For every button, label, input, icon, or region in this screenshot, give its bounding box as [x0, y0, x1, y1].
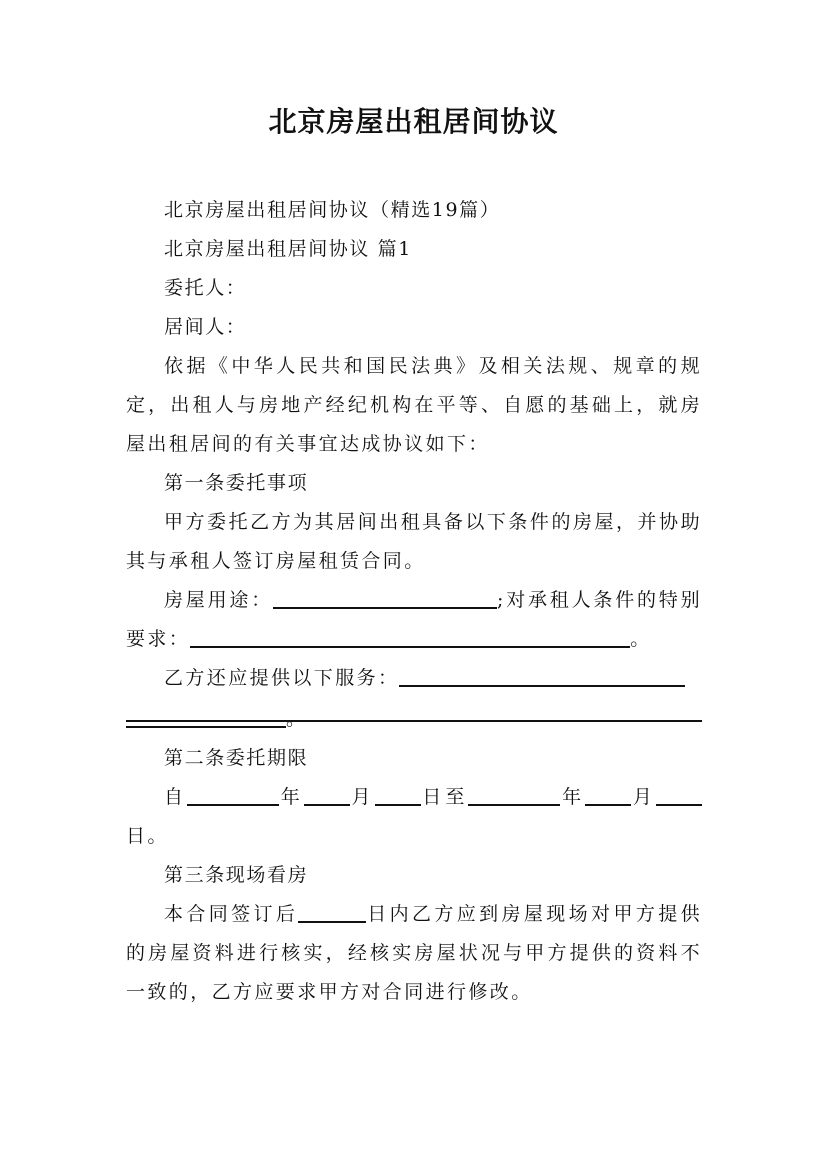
services-blank-3 — [126, 707, 286, 728]
usage-suffix: ;对承租人条件的特别要求： — [126, 589, 702, 650]
intro-paragraph: 依据《中华人民共和国民法典》及相关法规、规章的规定，出租人与房地产经纪机构在平等、自愿的基础上，就房屋出租居间的有关事宜达成协议如下： — [126, 355, 702, 455]
article-3-heading: 第三条现场看房 — [164, 864, 309, 886]
term-month-2: 月 — [631, 786, 657, 808]
usage-end: 。 — [630, 628, 652, 650]
subtitle: 北京房屋出租居间协议（精选19篇） — [164, 199, 501, 221]
article-1-text: 甲方委托乙方为其居间出租具备以下条件的房屋，并协助其与承租人签订房屋租赁合同。 — [126, 511, 702, 572]
term-to: 至 — [445, 786, 469, 808]
principal-label: 委托人： — [164, 277, 247, 299]
services-end: 。 — [286, 708, 307, 730]
article-3-text-rest: 日内乙方应到房屋现场对甲方提供的房屋资料进行核实，经核实房屋状况与甲方提供的资料不一致的，乙方应要求甲方对合同进行修改。 — [126, 903, 702, 1003]
article-1-services-paragraph — [126, 659, 702, 698]
section-heading: 北京房屋出租居间协议 篇1 — [164, 238, 412, 260]
document-body — [126, 191, 702, 1012]
start-month-blank — [304, 785, 350, 806]
days-blank — [298, 902, 366, 923]
end-month-blank — [585, 785, 631, 806]
article-3-text-start: 本合同签订后 — [164, 903, 299, 925]
term-month-1: 月 — [349, 786, 375, 808]
services-tail — [126, 700, 702, 739]
term-end: 日。 — [126, 825, 169, 847]
services-label: 乙方还应提供以下服务： — [164, 667, 400, 689]
requirements-blank — [190, 627, 630, 648]
article-1-heading: 第一条委托事项 — [164, 472, 309, 494]
article-2-term-paragraph — [126, 778, 702, 856]
services-blank-1 — [399, 666, 685, 687]
article-2-heading: 第二条委托期限 — [164, 747, 309, 769]
term-year-1: 年 — [279, 786, 304, 808]
usage-blank — [273, 588, 497, 609]
document-title: 北京房屋出租居间协议 — [268, 105, 559, 138]
term-from: 自 — [164, 786, 188, 808]
end-year-blank — [468, 785, 560, 806]
intermediary-label: 居间人： — [164, 316, 247, 338]
article-3-text — [126, 895, 702, 1012]
term-day-1: 日 — [420, 786, 446, 808]
end-day-blank — [656, 785, 702, 806]
usage-label: 房屋用途： — [164, 589, 273, 611]
term-year-2: 年 — [560, 786, 586, 808]
start-year-blank — [187, 785, 279, 806]
start-day-blank — [375, 785, 421, 806]
article-1-usage-paragraph — [126, 581, 702, 659]
